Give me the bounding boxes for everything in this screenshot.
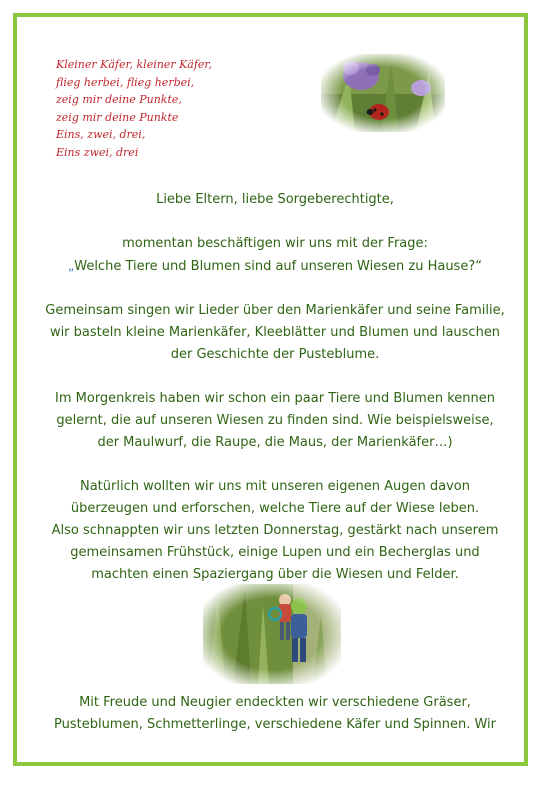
para1-line: Gemeinsam singen wir Lieder über den Marienkäfer und seine Familie, [45, 303, 505, 318]
letter-body [34, 189, 516, 586]
children-meadow-photo [203, 584, 341, 684]
para3-line: Also schnappten wir uns letzten Donnerstag, gestärkt nach unserem [51, 523, 499, 538]
poem-line: Kleiner Käfer, kleiner Käfer, [56, 58, 212, 71]
intro-line: momentan beschäftigen wir uns mit der Frage: [122, 236, 428, 251]
para3-line: Natürlich wollten wir uns mit unseren eigenen Augen davon [79, 479, 470, 494]
greeting: Liebe Eltern, liebe Sorgeberechtigte, [156, 192, 394, 207]
para2-line: Im Morgenkreis haben wir schon ein paar Tiere und Blumen kennen [55, 391, 495, 406]
para3-line: machten einen Spaziergang über die Wiesen und Felder. [91, 567, 459, 582]
poem-line: flieg herbei, flieg herbei, [56, 75, 195, 89]
para4-line: Pusteblumen, Schmetterlinge, verschiedene Käfer und Spinnen. Wir [53, 717, 497, 732]
letter-continuation [34, 692, 516, 736]
question-text: Welche Tiere und Blumen sind auf unseren Wiesen zu Hause?“ [74, 259, 482, 274]
para3-line: überzeugen und erforschen, welche Tiere auf der Wiese leben. [70, 501, 480, 516]
quote-mark: „ [68, 259, 75, 273]
para1-line: wir basteln kleine Marienkäfer, Kleeblätter und Blumen und lauschen [49, 325, 501, 340]
poem-line: zeig mir deine Punkte [56, 110, 179, 124]
ladybug-poem [56, 56, 256, 161]
guiding-question [34, 255, 516, 278]
ladybug-photo [321, 54, 445, 132]
para1-line: der Geschichte der Pusteblume. [170, 347, 380, 362]
para4-line: Mit Freude und Neugier endeckten wir verschiedene Gräser, [79, 695, 471, 710]
poem-line: Eins zwei, drei [56, 145, 139, 159]
para2-line: gelernt, die auf unseren Wiesen zu finden sind. Wie beispielsweise, [56, 413, 494, 428]
para3-line: gemeinsamen Frühstück, einige Lupen und ein Becherglas und [70, 545, 480, 560]
poem-line: zeig mir deine Punkte, [56, 93, 182, 106]
poem-line: Eins, zwei, drei, [56, 128, 146, 141]
para2-line: der Maulwurf, die Raupe, die Maus, der Marienkäfer…) [97, 435, 453, 450]
